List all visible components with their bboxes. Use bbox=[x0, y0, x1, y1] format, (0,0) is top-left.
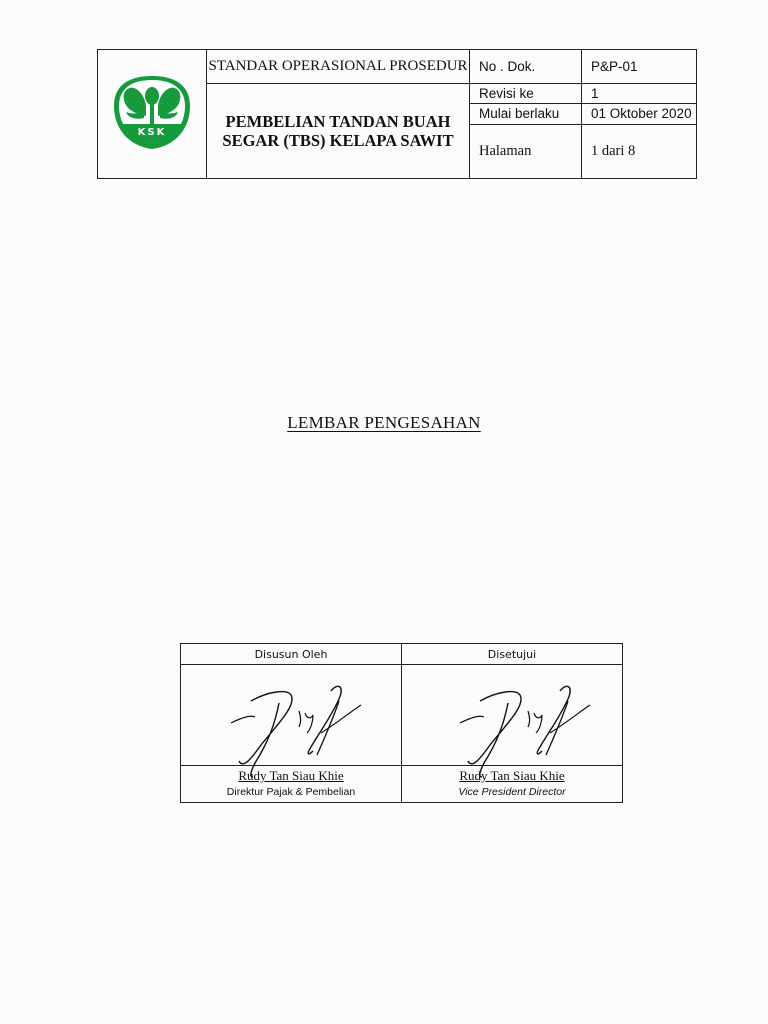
page-heading-text: LEMBAR PENGESAHAN bbox=[287, 413, 481, 432]
approved-by-header: Disetujui bbox=[402, 644, 623, 665]
doc-type: STANDAR OPERASIONAL PROSEDUR bbox=[207, 50, 470, 84]
prepared-by-header: Disusun Oleh bbox=[181, 644, 402, 665]
ksk-logo-icon bbox=[110, 72, 194, 152]
signature-icon bbox=[221, 673, 371, 783]
prepared-by-role: Direktur Pajak & Pembelian bbox=[226, 786, 356, 798]
logo-text: KSK bbox=[137, 126, 167, 138]
field-label-mulai-berlaku: Mulai berlaku bbox=[470, 104, 582, 124]
signature-icon bbox=[450, 673, 600, 783]
field-value-mulai-berlaku: 01 Oktober 2020 bbox=[582, 104, 697, 124]
prepared-by-name: Rudy Tan Siau Khie bbox=[238, 768, 344, 783]
page-heading bbox=[0, 413, 768, 433]
field-label-halaman: Halaman bbox=[470, 124, 582, 178]
field-value-revisi: 1 bbox=[582, 83, 697, 103]
approval-table bbox=[180, 643, 623, 803]
approved-by-role: Vice President Director bbox=[458, 786, 566, 798]
document-header-table bbox=[97, 49, 697, 179]
field-label-revisi: Revisi ke bbox=[470, 83, 582, 103]
prepared-signature-area bbox=[181, 665, 402, 766]
field-label-no-dok: No . Dok. bbox=[470, 50, 582, 84]
approved-by-name: Rudy Tan Siau Khie bbox=[459, 768, 565, 783]
approved-signature-area bbox=[402, 665, 623, 766]
field-value-halaman: 1 dari 8 bbox=[582, 124, 697, 178]
field-value-no-dok: P&P-01 bbox=[582, 50, 697, 84]
doc-title: PEMBELIAN TANDAN BUAH SEGAR (TBS) KELAPA SAWIT bbox=[207, 83, 470, 178]
company-logo-cell bbox=[98, 50, 207, 179]
